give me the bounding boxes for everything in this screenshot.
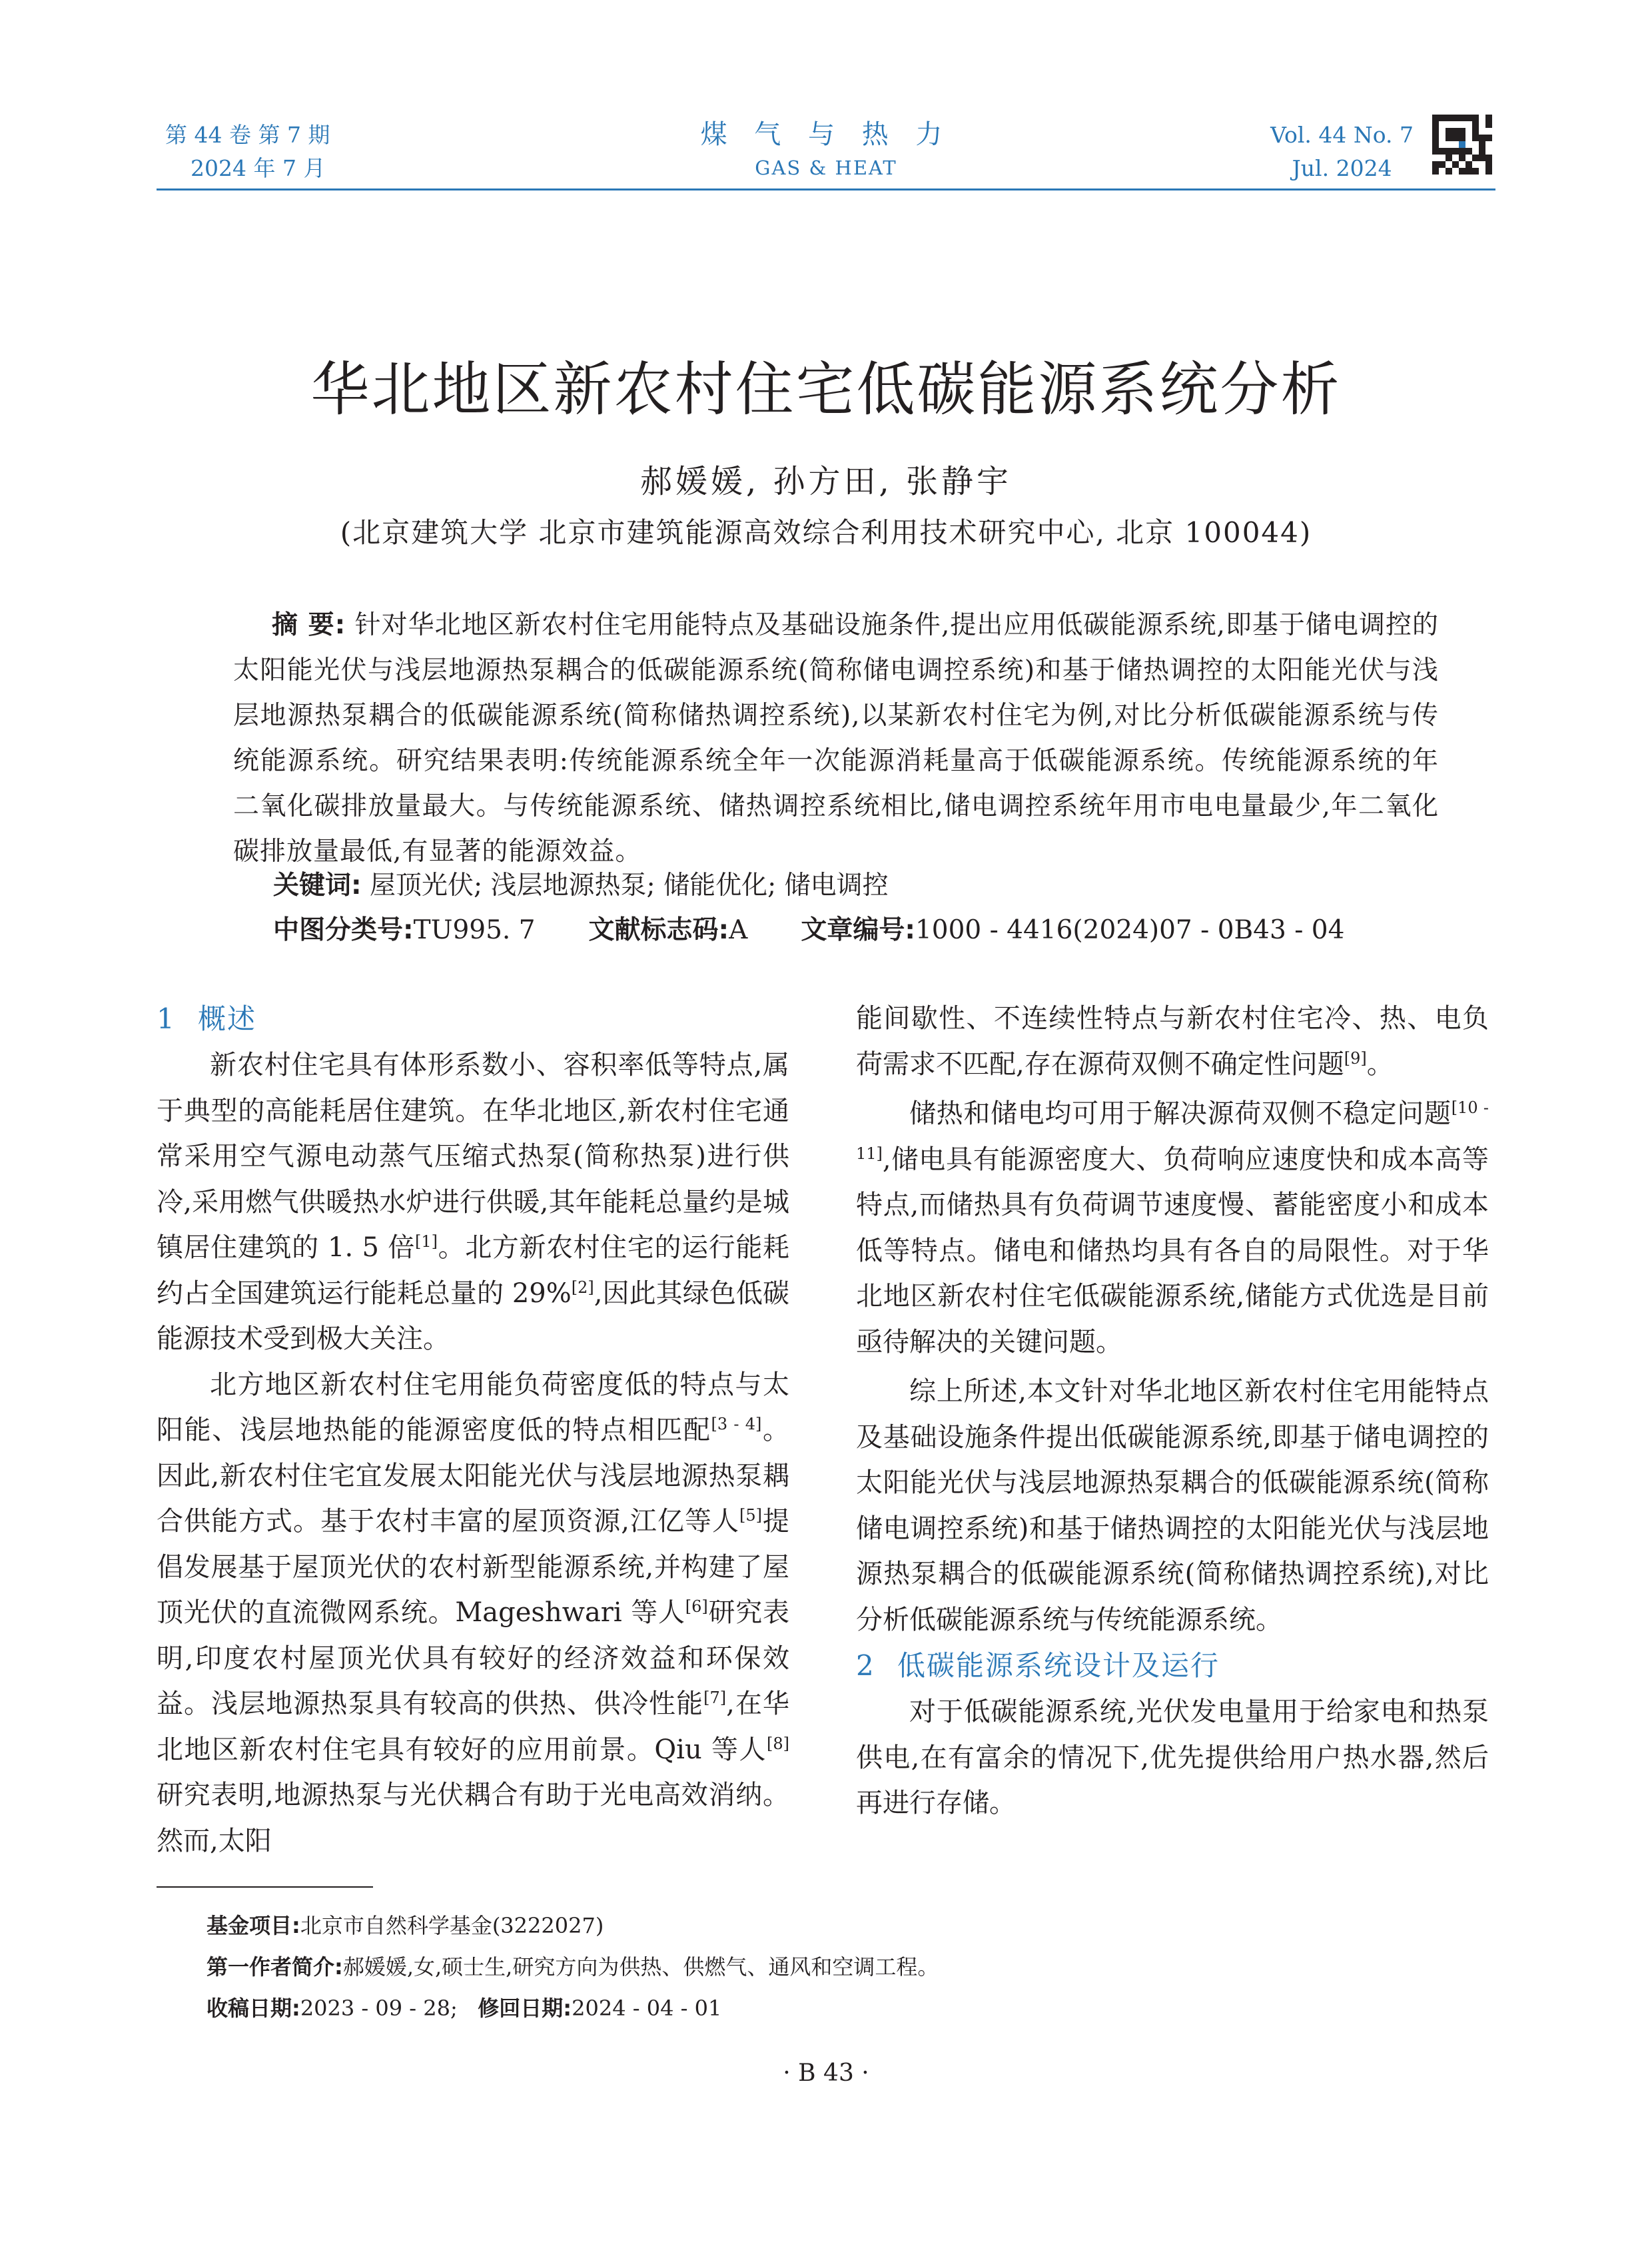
qr-module (1439, 135, 1446, 141)
qr-module (1465, 168, 1472, 175)
qr-module (1472, 141, 1479, 148)
qr-module (1472, 128, 1479, 135)
qr-module (1459, 161, 1465, 168)
qr-module (1472, 115, 1479, 121)
qr-module (1432, 161, 1439, 168)
abstract (233, 603, 1439, 875)
abstract-label: 摘 要: (272, 610, 346, 640)
qr-module (1432, 141, 1439, 148)
qr-module (1479, 115, 1485, 121)
body-column-left (157, 996, 789, 1864)
qr-module (1432, 148, 1439, 155)
qr-module (1472, 148, 1479, 155)
date-en: Jul. 2024 (1292, 155, 1392, 181)
section-2-heading: 2 低碳能源系统设计及运行 (856, 1649, 1220, 1682)
qr-module (1452, 128, 1459, 135)
qr-module (1465, 141, 1472, 148)
qr-module (1472, 161, 1479, 168)
qr-module (1459, 155, 1465, 161)
qr-module (1465, 128, 1472, 135)
keywords-label: 关键词: (273, 871, 362, 901)
citation[interactable]: [3 - 4] (711, 1415, 762, 1433)
qr-module (1472, 168, 1479, 175)
body-column-right (856, 996, 1489, 1826)
qr-module (1446, 115, 1452, 121)
author-list: 郝媛媛, 孙方田, 张静宇 (639, 463, 1013, 500)
qr-module (1439, 155, 1446, 161)
paper-title: 华北地区新农村住宅低碳能源系统分析 (310, 355, 1342, 424)
qr-module (1432, 128, 1439, 135)
date-cn: 2024 年 7 月 (191, 155, 326, 181)
section-1-heading: 1 概述 (157, 1002, 257, 1035)
classification-line (273, 909, 1344, 952)
qr-module (1472, 135, 1479, 141)
paragraph: 储热和储电均可用于解决源荷双侧不稳定问题[10 - 11],储电具有能源密度大、负荷响应速度快和成本高等特点,而储热具有负荷调节速度慢、蓄能密度小和成本低等特点。储电和储热均具有各自的局限性。对于华北地区新农村住宅低碳能源系统,储能方式优选是目前亟待解决的关键问题。 (856, 1098, 1489, 1357)
qr-module (1459, 121, 1465, 128)
citation[interactable]: [7] (703, 1688, 727, 1707)
qr-module (1465, 148, 1472, 155)
qr-module (1452, 121, 1459, 128)
qr-module (1485, 135, 1492, 141)
qr-module (1446, 128, 1452, 135)
qr-module (1452, 168, 1459, 175)
qr-module (1446, 161, 1452, 168)
qr-module (1479, 141, 1485, 148)
journal-name-cn: 煤 气 与 热 力 (700, 119, 952, 150)
qr-module (1439, 141, 1446, 148)
qr-module (1446, 141, 1452, 148)
article-number-label: 文章编号: (801, 915, 915, 945)
citation[interactable]: [6] (685, 1597, 708, 1616)
qr-module (1472, 155, 1479, 161)
qr-module (1452, 155, 1459, 161)
qr-module (1439, 121, 1446, 128)
qr-module (1439, 161, 1446, 168)
clc-value: TU995. 7 (413, 915, 536, 945)
qr-module (1465, 121, 1472, 128)
qr-module (1479, 135, 1485, 141)
paragraph: 能间歇性、不连续性特点与新农村住宅冷、热、电负荷需求不匹配,存在源荷双侧不确定性问题[9]。 (856, 1003, 1489, 1080)
keywords-text: 屋顶光伏; 浅层地源热泵; 储能优化; 储电调控 (370, 871, 889, 901)
clc-label: 中图分类号: (273, 915, 414, 945)
qr-module (1459, 128, 1465, 135)
qr-module (1459, 135, 1465, 141)
qr-module (1432, 135, 1439, 141)
paragraph: 北方地区新农村住宅用能负荷密度低的特点与太阳能、浅层地热能的能源密度低的特点相匹配[3 - 4]。因此,新农村住宅宜发展太阳能光伏与浅层地源热泵耦合供能方式。基于农村丰富的屋顶资源,江亿等人[5]提倡发展基于屋顶光伏的农村新型能源系统,并构建了屋顶光伏的直流微网系统。Mageshwari 等人[6]研究表明,印度农村屋顶光伏具有较好的经济效益和环保效益。浅层地源热泵具有较高的供热、供冷性能[7],在华北地区新农村住宅具有较好的应用前景。Qiu 等人[8]研究表明,地源热泵与光伏耦合有助于光电高效消纳。然而,太阳 (157, 1369, 790, 1856)
qr-module (1465, 115, 1472, 121)
paragraph: 综上所述,本文针对华北地区新农村住宅用能特点及基础设施条件提出低碳能源系统,即基于储电调控的太阳能光伏与浅层地源热泵耦合的低碳能源系统(简称储电调控系统)和基于储热调控的太阳能光伏与浅层地源热泵耦合的低碳能源系统(简称储热调控系统),对比分析低碳能源系统与传统能源系统。 (856, 1376, 1489, 1635)
qr-module (1485, 148, 1492, 155)
qr-module (1432, 121, 1439, 128)
qr-module (1485, 161, 1492, 168)
qr-module (1452, 135, 1459, 141)
qr-module (1432, 115, 1439, 121)
qr-module (1479, 121, 1485, 128)
qr-module (1465, 135, 1472, 141)
citation[interactable]: [2] (571, 1278, 594, 1297)
volume-issue-en: Vol. 44 No. 7 (1270, 122, 1414, 148)
journal-name-en: GAS & HEAT (755, 157, 897, 179)
qr-module (1452, 115, 1459, 121)
qr-module (1446, 121, 1452, 128)
qr-module (1439, 148, 1446, 155)
footnotes (206, 1905, 939, 2029)
qr-module (1459, 141, 1465, 148)
qr-code-icon[interactable] (1432, 115, 1492, 175)
citation[interactable]: [5] (739, 1506, 762, 1525)
journal-volume-en (1270, 119, 1414, 185)
qr-module (1452, 161, 1459, 168)
qr-module (1485, 121, 1492, 128)
abstract-text: 针对华北地区新农村住宅用能特点及基础设施条件,提出应用低碳能源系统,即基于储电调控的太阳能光伏与浅层地源热泵耦合的低碳能源系统(简称储电调控系统)和基于储热调控的太阳能光伏与浅层地源热泵耦合的低碳能源系统(简称储热调控系统),以某新农村住宅为例,对比分析低碳能源系统与传统能源系统。研究结果表明:传统能源系统全年一次能源消耗量高于低碳能源系统。传统能源系统的年二氧化碳排放量最大。与传统能源系统、储热调控系统相比,储电调控系统年用市电电量最少,年二氧化碳排放量最低,有显著的能源效益。 (233, 610, 1439, 867)
qr-module (1485, 141, 1492, 148)
qr-module (1465, 161, 1472, 168)
qr-module (1446, 168, 1452, 175)
author-note: 第一作者简介:郝媛媛,女,硕士生,研究方向为供热、供燃气、通风和空调工程。 (206, 1954, 939, 1980)
volume-issue-cn: 第 44 卷 第 7 期 (165, 122, 330, 148)
qr-module (1485, 168, 1492, 175)
qr-module (1432, 168, 1439, 175)
qr-module (1446, 135, 1452, 141)
footnote-rule (157, 1886, 373, 1888)
qr-module (1479, 161, 1485, 168)
qr-module (1479, 148, 1485, 155)
fund-note: 基金项目:北京市自然科学基金(3222027) (206, 1913, 604, 1938)
qr-module (1452, 148, 1459, 155)
doc-code-value: A (729, 915, 748, 945)
qr-module (1432, 155, 1439, 161)
qr-module (1472, 121, 1479, 128)
citation[interactable]: [1] (414, 1232, 438, 1251)
qr-module (1439, 128, 1446, 135)
qr-module (1485, 115, 1492, 121)
qr-module (1479, 155, 1485, 161)
affiliation: (北京建筑大学 北京市建筑能源高效综合利用技术研究中心, 北京 100044) (340, 516, 1312, 549)
citation[interactable]: [10 - 11] (856, 1098, 1489, 1163)
qr-module (1446, 155, 1452, 161)
qr-module (1479, 168, 1485, 175)
dates-note: 收稿日期:2023 - 09 - 28; 修回日期:2024 - 04 - 01 (206, 1996, 722, 2021)
qr-module (1479, 128, 1485, 135)
qr-module (1459, 168, 1465, 175)
citation[interactable]: [8] (767, 1734, 789, 1753)
doc-code-label: 文献标志码: (588, 915, 729, 945)
qr-module (1465, 155, 1472, 161)
keywords (273, 865, 889, 907)
qr-module (1459, 115, 1465, 121)
qr-module (1485, 128, 1492, 135)
qr-module (1439, 168, 1446, 175)
header-rule (157, 188, 1495, 190)
paragraph: 新农村住宅具有体形系数小、容积率低等特点,属于典型的高能耗居住建筑。在华北地区,新农村住宅通常采用空气源电动蒸气压缩式热泵(简称热泵)进行供冷,采用燃气供暖热水炉进行供暖,其年能耗总量约是城镇居住建筑的 1. 5 倍[1]。北方新农村住宅的运行能耗约占全国建筑运行能耗总量的 29%[2],因此其绿色低碳能源技术受到极大关注。 (157, 1050, 790, 1354)
citation[interactable]: [9] (1344, 1048, 1367, 1068)
qr-module (1452, 141, 1459, 148)
page-number: · B 43 · (783, 2059, 869, 2087)
paragraph: 对于低碳能源系统,光伏发电量用于给家电和热泵供电,在有富余的情况下,优先提供给用户热水器,然后再进行存储。 (856, 1696, 1489, 1818)
qr-module (1439, 115, 1446, 121)
article-number-value: 1000 - 4416(2024)07 - 0B43 - 04 (915, 915, 1345, 945)
qr-module (1446, 148, 1452, 155)
qr-module (1459, 148, 1465, 155)
qr-module (1485, 155, 1492, 161)
